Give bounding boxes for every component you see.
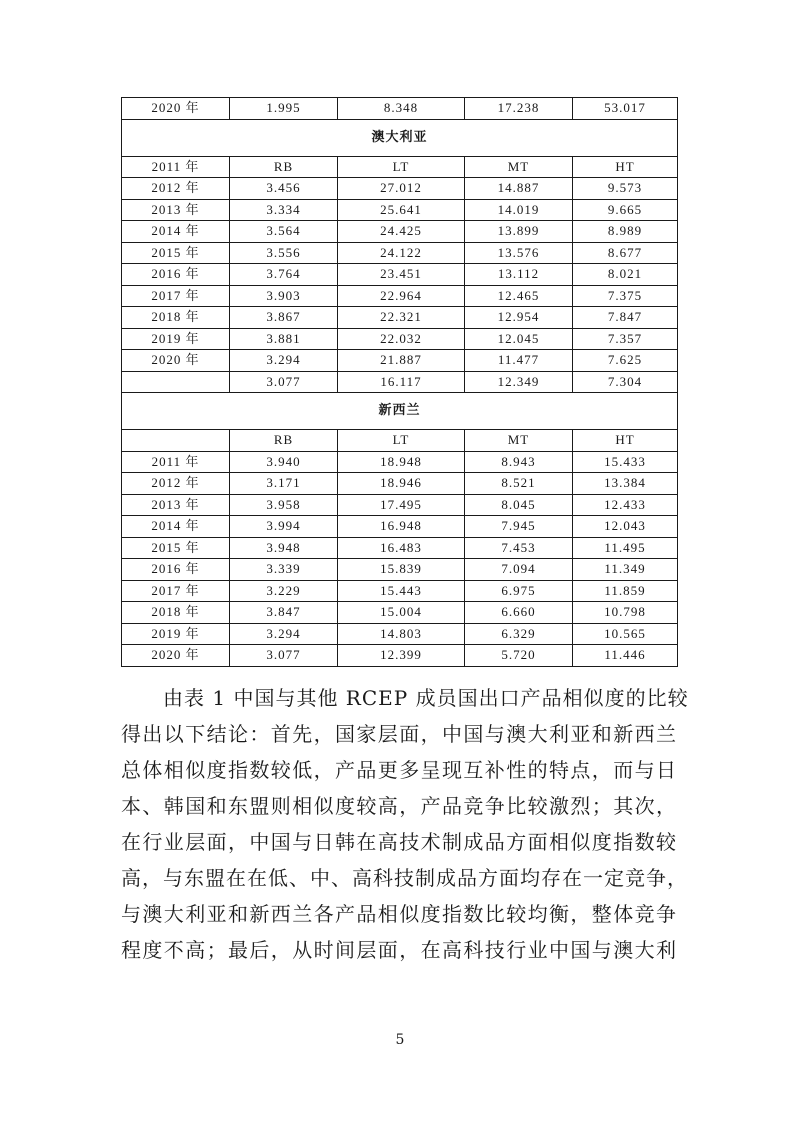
table-row (122, 98, 678, 120)
table-cell: 3.881 (230, 328, 338, 350)
table-cell: 25.641 (338, 199, 465, 221)
table-cell: 2016 年 (122, 559, 230, 581)
paragraph-line: 在行业层面，中国与日韩在高技术制成品方面相似度指数较 (121, 830, 677, 854)
table-cell: 3.294 (230, 623, 338, 645)
table-cell: 8.989 (573, 221, 678, 243)
table-cell: 3.940 (230, 451, 338, 473)
table-cell: 17.495 (338, 494, 465, 516)
table-cell: 7.453 (465, 537, 573, 559)
table-cell: 3.077 (230, 645, 338, 667)
table-cell: 16.117 (338, 371, 465, 393)
table-cell: 3.171 (230, 473, 338, 495)
table-cell: 11.446 (573, 645, 678, 667)
table-cell: 11.859 (573, 580, 678, 602)
table-cell: 3.229 (230, 580, 338, 602)
table-cell: 8.943 (465, 451, 573, 473)
section-title: 澳大利亚 (122, 119, 678, 156)
table-row (122, 580, 678, 602)
table-cell: RB (230, 156, 338, 178)
table-cell: 15.004 (338, 602, 465, 624)
table-cell: LT (338, 156, 465, 178)
column-header-row (122, 156, 678, 178)
table-cell: 12.465 (465, 285, 573, 307)
table-cell: 3.867 (230, 307, 338, 329)
table-cell: 8.521 (465, 473, 573, 495)
column-header-row (122, 430, 678, 452)
table-cell: 2015 年 (122, 242, 230, 264)
table-cell: 2020 年 (122, 350, 230, 372)
table-cell: 12.043 (573, 516, 678, 538)
table-row (122, 623, 678, 645)
table-cell: 2020 年 (122, 98, 230, 120)
table-cell: 1.995 (230, 98, 338, 120)
table-cell: 23.451 (338, 264, 465, 286)
table-cell: 12.954 (465, 307, 573, 329)
table-cell: 10.798 (573, 602, 678, 624)
table-cell: 3.334 (230, 199, 338, 221)
table-cell: 2020 年 (122, 645, 230, 667)
table-cell: 3.456 (230, 178, 338, 200)
table-cell: MT (465, 430, 573, 452)
table-cell: 2015 年 (122, 537, 230, 559)
table-cell: 22.321 (338, 307, 465, 329)
table-cell: 11.495 (573, 537, 678, 559)
table-cell: 7.357 (573, 328, 678, 350)
table-row (122, 494, 678, 516)
paragraph-line: 本、韩国和东盟则相似度较高，产品竞争比较激烈；其次， (121, 794, 677, 818)
table-cell: 16.483 (338, 537, 465, 559)
table-cell: 6.329 (465, 623, 573, 645)
table-row (122, 645, 678, 667)
table-row (122, 602, 678, 624)
table-cell: 3.294 (230, 350, 338, 372)
table-cell: 12.433 (573, 494, 678, 516)
table-cell: 9.665 (573, 199, 678, 221)
table-cell: 3.339 (230, 559, 338, 581)
paragraph-line: 程度不高；最后，从时间层面，在高科技行业中国与澳大利 (121, 938, 677, 962)
table-cell: 2019 年 (122, 328, 230, 350)
table-row (122, 473, 678, 495)
table-cell: 27.012 (338, 178, 465, 200)
table-cell: 6.975 (465, 580, 573, 602)
table-cell: 17.238 (465, 98, 573, 120)
page-number: 5 (395, 1032, 405, 1048)
table-row (122, 328, 678, 350)
table-cell: 11.349 (573, 559, 678, 581)
table-cell: 9.573 (573, 178, 678, 200)
section-header-row (122, 119, 678, 156)
table-cell: 15.443 (338, 580, 465, 602)
paragraph-line: 高，与东盟在在低、中、高科技制成品方面均存在一定竞争， (121, 866, 688, 890)
table-cell: 5.720 (465, 645, 573, 667)
table-body (122, 98, 678, 667)
table-cell: 2017 年 (122, 580, 230, 602)
table-cell: 11.477 (465, 350, 573, 372)
table-cell: 6.660 (465, 602, 573, 624)
section-title: 新西兰 (122, 393, 678, 430)
table-row (122, 199, 678, 221)
table-cell: 7.094 (465, 559, 573, 581)
table-cell: 8.677 (573, 242, 678, 264)
table-cell: 3.994 (230, 516, 338, 538)
table-cell: 2012 年 (122, 473, 230, 495)
table-cell: 12.349 (465, 371, 573, 393)
table-cell: 7.304 (573, 371, 678, 393)
table-cell: 3.764 (230, 264, 338, 286)
table-cell: 13.112 (465, 264, 573, 286)
table-cell: 3.077 (230, 371, 338, 393)
table-cell: 15.433 (573, 451, 678, 473)
table-cell: 16.948 (338, 516, 465, 538)
table-cell: MT (465, 156, 573, 178)
table-cell: 2013 年 (122, 199, 230, 221)
table-cell: 24.425 (338, 221, 465, 243)
table-row (122, 537, 678, 559)
table-row (122, 242, 678, 264)
table-cell: 2014 年 (122, 221, 230, 243)
table-row (122, 221, 678, 243)
table-cell: HT (573, 430, 678, 452)
table-cell: 14.887 (465, 178, 573, 200)
table-row (122, 264, 678, 286)
table-cell: 14.019 (465, 199, 573, 221)
table-cell: 3.958 (230, 494, 338, 516)
table-row (122, 307, 678, 329)
table-cell (122, 371, 230, 393)
table-cell: 12.045 (465, 328, 573, 350)
table-cell: 13.576 (465, 242, 573, 264)
table-cell: 8.045 (465, 494, 573, 516)
table-row (122, 451, 678, 473)
table-cell: 15.839 (338, 559, 465, 581)
similarity-index-table (121, 97, 678, 667)
table-cell: 3.948 (230, 537, 338, 559)
table-cell: 2012 年 (122, 178, 230, 200)
paragraph-line: 得出以下结论：首先，国家层面，中国与澳大利亚和新西兰 (121, 722, 677, 746)
table-row (122, 516, 678, 538)
table-cell: 3.556 (230, 242, 338, 264)
table-cell: 18.946 (338, 473, 465, 495)
table-cell: 21.887 (338, 350, 465, 372)
paragraph-line: 总体相似度指数较低，产品更多呈现互补性的特点，而与日 (121, 758, 677, 782)
table-cell (122, 430, 230, 452)
section-header-row (122, 393, 678, 430)
table-cell: 18.948 (338, 451, 465, 473)
table-cell: 2018 年 (122, 307, 230, 329)
table-cell: 13.899 (465, 221, 573, 243)
table-cell: 2011 年 (122, 156, 230, 178)
table-cell: 22.964 (338, 285, 465, 307)
table-cell: 2014 年 (122, 516, 230, 538)
table-row (122, 178, 678, 200)
table-row (122, 559, 678, 581)
table-cell: 2019 年 (122, 623, 230, 645)
table-cell: 3.847 (230, 602, 338, 624)
table-cell: LT (338, 430, 465, 452)
table-cell: 2018 年 (122, 602, 230, 624)
table-cell: 7.945 (465, 516, 573, 538)
table-cell: 14.803 (338, 623, 465, 645)
table-row (122, 350, 678, 372)
table-cell: 22.032 (338, 328, 465, 350)
table-cell: 10.565 (573, 623, 678, 645)
table-cell: 2017 年 (122, 285, 230, 307)
table-cell: 7.625 (573, 350, 678, 372)
table-cell: 13.384 (573, 473, 678, 495)
table-cell: RB (230, 430, 338, 452)
paragraph-line: 由表 1 中国与其他 RCEP 成员国出口产品相似度的比较 (163, 686, 689, 710)
table-cell: 7.375 (573, 285, 678, 307)
table-cell: 3.903 (230, 285, 338, 307)
table-cell: 53.017 (573, 98, 678, 120)
table-row (122, 285, 678, 307)
table-cell: 8.348 (338, 98, 465, 120)
table-cell: HT (573, 156, 678, 178)
conclusion-paragraph (121, 680, 689, 968)
table-cell: 2016 年 (122, 264, 230, 286)
table-cell: 12.399 (338, 645, 465, 667)
table-cell: 24.122 (338, 242, 465, 264)
paragraph-line: 与澳大利亚和新西兰各产品相似度指数比较均衡，整体竞争 (121, 902, 677, 926)
table-cell: 8.021 (573, 264, 678, 286)
table-cell: 2011 年 (122, 451, 230, 473)
table-cell: 2013 年 (122, 494, 230, 516)
table-cell: 7.847 (573, 307, 678, 329)
table-row (122, 371, 678, 393)
table-cell: 3.564 (230, 221, 338, 243)
